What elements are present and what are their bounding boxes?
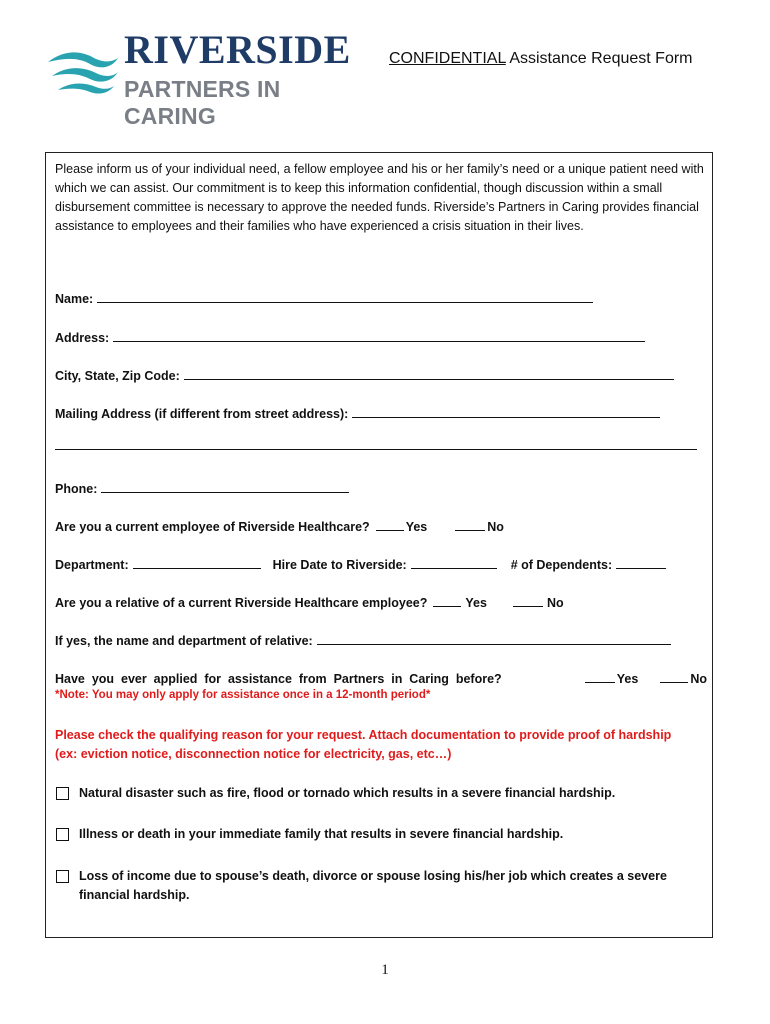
department-field[interactable] <box>133 567 261 569</box>
phone-field[interactable] <box>101 491 349 493</box>
department-label: Department: <box>55 558 129 572</box>
applied-question-row <box>55 672 707 686</box>
reason-loss-of-income <box>56 867 696 905</box>
form-title-rest: Assistance Request Form <box>505 50 693 67</box>
checkbox[interactable] <box>56 787 69 800</box>
name-label: Name: <box>55 292 94 306</box>
checkbox[interactable] <box>56 870 69 883</box>
name-field[interactable] <box>97 301 593 303</box>
relative-yes-label: Yes <box>465 596 487 610</box>
checkbox[interactable] <box>56 828 69 841</box>
employee-yes-field[interactable] <box>376 529 404 531</box>
reason-label: Natural disaster such as fire, flood or tornado which results in a severe financial hardship. <box>79 786 616 800</box>
phone-row <box>55 482 349 496</box>
phone-label: Phone: <box>55 482 98 496</box>
form-title <box>389 50 693 68</box>
address-field[interactable] <box>113 340 645 342</box>
city-state-zip-field[interactable] <box>184 378 674 380</box>
intro-paragraph: Please inform us of your individual need, a fellow employee and his or her family’s need or a unique patient need with which we can assist. Our commitment is to keep this information confidential, though discussion within a small disbursement committee is necessary to approve the needed funds. Riverside’s Partners in Caring provides financial assistance to employees and their families who have experienced a crisis situation in their lives. <box>55 162 704 233</box>
hire-date-field[interactable] <box>411 567 497 569</box>
city-state-zip-row <box>55 369 674 383</box>
relative-no-field[interactable] <box>513 605 543 607</box>
brand-name: RIVERSIDE <box>124 27 351 72</box>
form-box <box>45 152 713 938</box>
relative-yes-field[interactable] <box>433 605 461 607</box>
relative-question-row <box>55 596 564 610</box>
mailing-address-field[interactable] <box>352 416 660 418</box>
applied-no-label: No <box>690 672 707 686</box>
applied-yes-label: Yes <box>616 672 639 686</box>
reason-illness-death <box>56 825 676 844</box>
applied-answers <box>581 672 707 686</box>
applied-yes-field[interactable] <box>585 681 615 683</box>
page-number: 1 <box>381 962 389 978</box>
dependents-field[interactable] <box>616 567 666 569</box>
applied-question-label: Have you ever applied for assistance from Partners in Caring before? <box>55 672 502 686</box>
brand-tagline: PARTNERS IN CARING <box>124 76 281 129</box>
employee-yes-label: Yes <box>405 520 428 534</box>
city-state-zip-label: City, State, Zip Code: <box>55 369 180 383</box>
qualify-instructions: Please check the qualifying reason for your request. Attach documentation to provide proof of hardship (ex: eviction notice, disconnection notice for electricity, gas, etc…) <box>55 728 672 761</box>
relative-name-field[interactable] <box>317 643 671 645</box>
relative-question-label: Are you a relative of a current Riverside Healthcare employee? <box>55 596 428 610</box>
wave-logo-icon <box>44 48 120 96</box>
riverside-logo <box>44 26 374 129</box>
mailing-address-field-2[interactable] <box>55 448 697 450</box>
dependents-label: # of Dependents: <box>510 558 613 572</box>
mailing-address-line2-row <box>55 448 697 453</box>
reason-label: Illness or death in your immediate family that results in severe financial hardship. <box>79 827 564 841</box>
mailing-address-label: Mailing Address (if different from street address): <box>55 407 349 421</box>
confidential-label: CONFIDENTIAL <box>389 50 506 67</box>
mailing-address-row <box>55 407 660 421</box>
note-text: *Note: You may only apply for assistance once in a 12-month period* <box>55 689 431 701</box>
relative-name-row <box>55 634 671 648</box>
relative-name-label: If yes, the name and department of relative: <box>55 634 313 648</box>
name-row <box>55 292 593 306</box>
relative-no-label: No <box>546 596 564 610</box>
employee-no-field[interactable] <box>455 529 485 531</box>
address-label: Address: <box>55 331 110 345</box>
address-row <box>55 331 645 345</box>
applied-no-field[interactable] <box>660 681 688 683</box>
reason-label: Loss of income due to spouse’s death, divorce or spouse losing his/her job which creates a severe financial hardship. <box>79 869 667 902</box>
employee-no-label: No <box>487 520 504 534</box>
hire-date-label: Hire Date to Riverside: <box>272 558 407 572</box>
reason-natural-disaster <box>56 784 676 803</box>
department-row <box>55 558 666 572</box>
employee-question-row <box>55 520 504 534</box>
employee-question-label: Are you a current employee of Riverside Healthcare? <box>55 520 370 534</box>
